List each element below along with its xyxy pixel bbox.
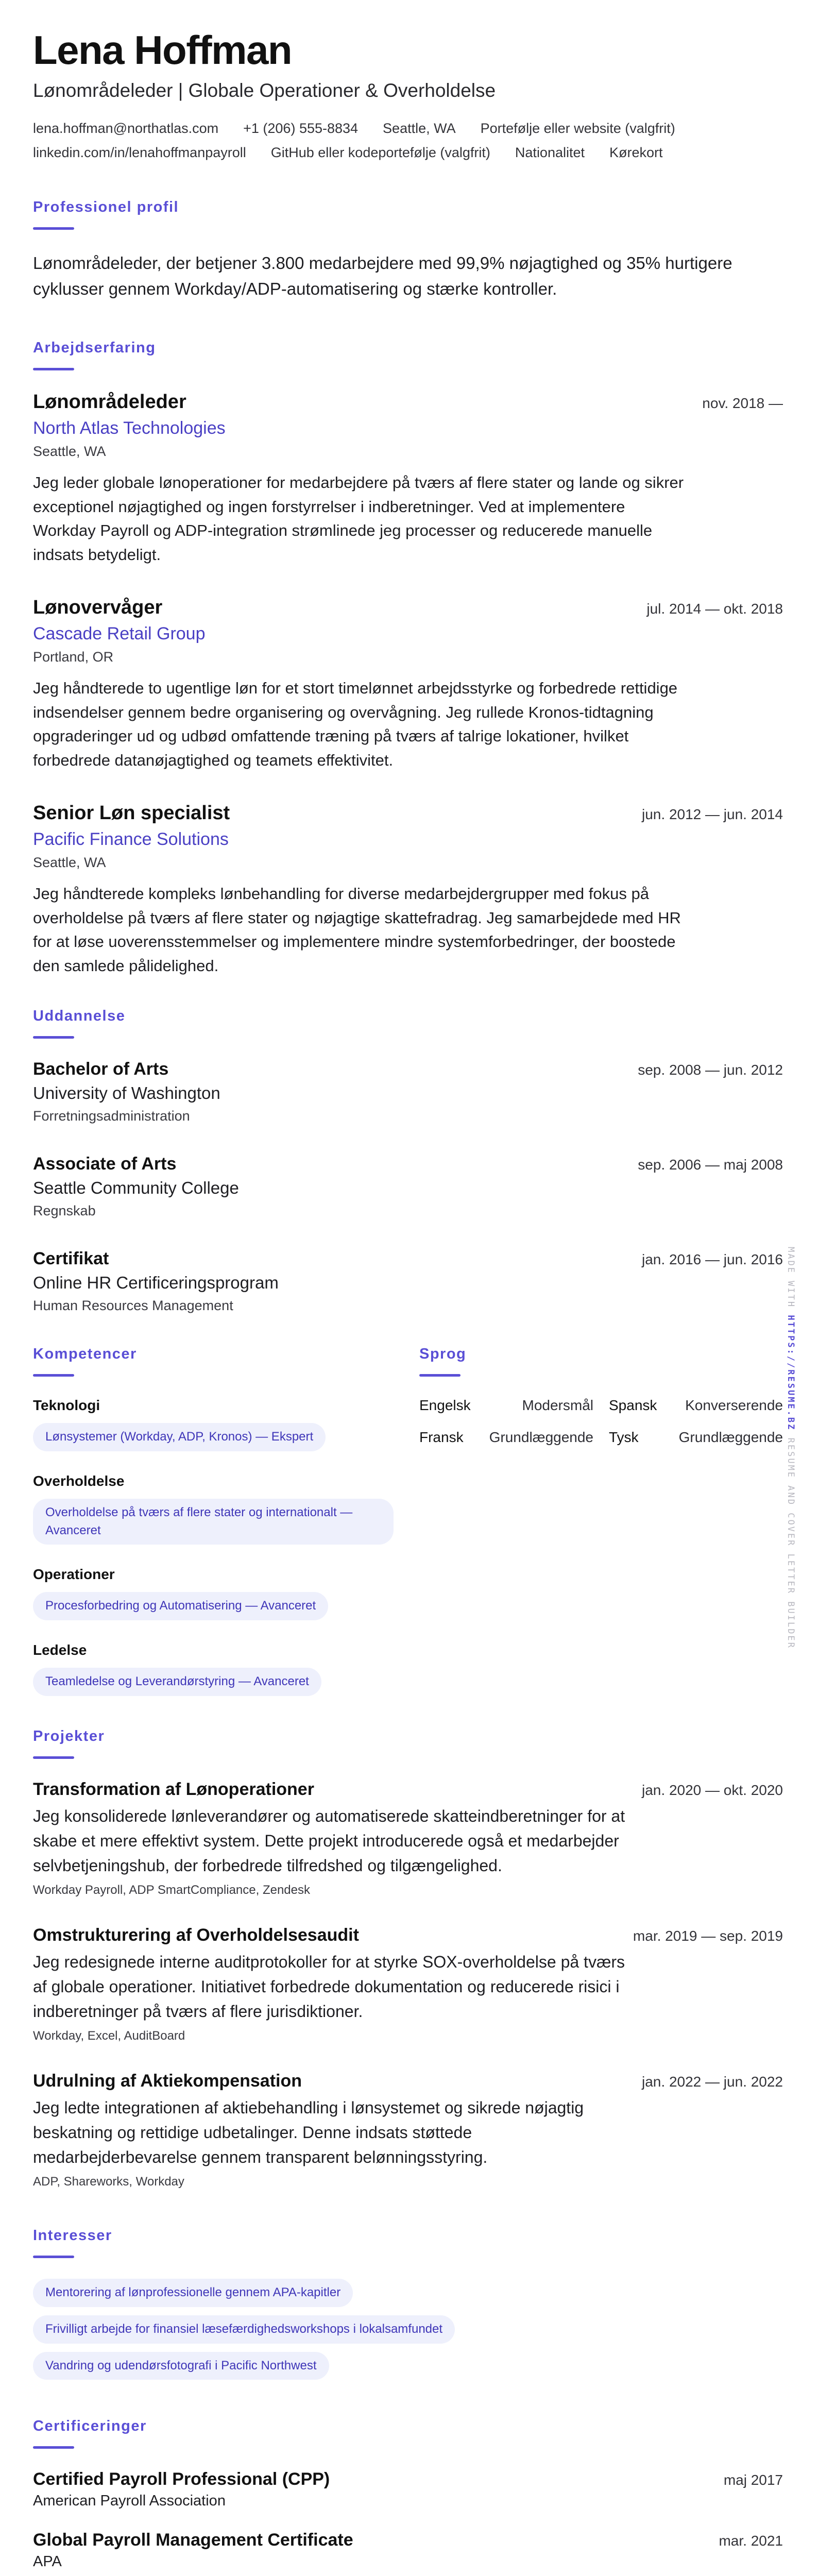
school-name: Online HR Certificeringsprogram [33, 1273, 279, 1293]
project-description: Jeg konsoliderede lønleverandører og automatiserede skatteindberetninger for at skabe et mere effektivt system. Dette projekt introducerede også et medarbejder selvbetjeningshub, der forbedrede tilfredshed og tilgængelighed. [33, 1807, 625, 1875]
job-dates: jul. 2014 — okt. 2018 [646, 601, 783, 617]
interests-section [33, 2227, 783, 2380]
language-name: Tysk [609, 1429, 639, 1446]
candidate-name: Lena Hoffman [33, 27, 292, 73]
job-description: Jeg leder globale lønoperationer for medarbejdere på tværs af flere stater og lande og sikrer exceptionel nøjagtighed og ingen forstyrrelser i indberetninger. Ved at implementere Workday Payroll og ADP-integration strømlinede jeg processer og reducerede manuelle indsats betydeligt. [33, 473, 684, 564]
section-title: Certificeringer [33, 2418, 147, 2435]
education-dates: sep. 2008 — jun. 2012 [638, 1062, 783, 1078]
contact-email[interactable]: lena.hoffman@northatlas.com [33, 121, 219, 137]
degree-name: Bachelor of Arts [33, 1059, 169, 1079]
language-item [419, 1429, 593, 1446]
experience-section [33, 340, 783, 978]
skill-chip: Lønsystemer (Workday, ADP, Kronos) — Ekspert [33, 1423, 326, 1451]
field-of-study: Human Resources Management [33, 1298, 233, 1314]
interest-chip: Vandring og udendørsfotografi i Pacific Northwest [33, 2352, 329, 2380]
skill-group [33, 1566, 394, 1620]
profile-section [33, 199, 783, 301]
language-name: Spansk [609, 1397, 657, 1414]
degree-name: Associate of Arts [33, 1154, 177, 1174]
company-name: North Atlas Technologies [33, 418, 226, 438]
profile-summary: Lønområdeleder, der betjener 3.800 medarbejdere med 99,9% nøjagtighed og 35% hurtigere cyklusser gennem Workday/ADP-automatisering og stærke kontroller. [33, 253, 732, 298]
interest-chip: Mentorering af lønprofessionelle gennem APA-kapitler [33, 2279, 353, 2307]
school-name: University of Washington [33, 1083, 220, 1103]
education-dates: jan. 2016 — jun. 2016 [642, 1251, 783, 1268]
school-name: Seattle Community College [33, 1178, 239, 1198]
project-description: Jeg redesignede interne auditprotokoller for at styrke SOX-overholdelse på tværs af globale operationer. Initiativet forbedrede dokumentation og reducerede risici i indberetninger på tværs af flere jurisdiktioner. [33, 1953, 625, 2021]
language-item [609, 1397, 783, 1414]
projects-section [33, 1728, 783, 2189]
section-divider [33, 2256, 74, 2258]
project-tools: Workday Payroll, ADP SmartCompliance, Zendesk [33, 1883, 310, 1897]
contact-portfolio[interactable]: Portefølje eller website (valgfrit) [480, 121, 675, 137]
skill-group [33, 1642, 394, 1696]
project-name: Udrulning af Aktiekompensation [33, 2071, 302, 2091]
certification-name: Certified Payroll Professional (CPP) [33, 2469, 330, 2489]
job-description: Jeg håndterede kompleks lønbehandling for diverse medarbejdergrupper med fokus på overholdelse på tværs af flere stater og nøjagtige skattefradrag. Jeg samarbejdede med HR for at løse uoverensstemmelser og implementere mindre systemforbedringer, der boostede den samlede pålidelighed. [33, 885, 681, 975]
contact-location: Seattle, WA [383, 121, 456, 137]
language-list [419, 1397, 783, 1446]
skill-chip: Overholdelse på tværs af flere stater og internationalt — Avanceret [33, 1499, 394, 1545]
skill-group [33, 1473, 394, 1545]
education-entry [33, 1154, 783, 1219]
contact-linkedin[interactable]: linkedin.com/in/lenahoffmanpayroll [33, 145, 246, 161]
section-title: Kompetencer [33, 1346, 137, 1363]
project-name: Omstrukturering af Overholdelsesaudit [33, 1925, 359, 1945]
languages-section [419, 1346, 783, 1696]
interest-list [33, 2279, 783, 2380]
language-item [609, 1429, 783, 1446]
contact-github[interactable]: GitHub eller kodeportefølje (valgfrit) [270, 145, 490, 161]
skills-languages-row [33, 1346, 783, 1696]
language-level: Grundlæggende [678, 1429, 783, 1446]
section-title: Projekter [33, 1728, 105, 1745]
contact-nationality: Nationalitet [515, 145, 585, 161]
contact-drivers-license: Kørekort [609, 145, 663, 161]
credit-link[interactable]: HTTPS://RESUME.BZ [786, 1315, 796, 1431]
job-title: Lønovervåger [33, 597, 163, 619]
section-divider [33, 227, 74, 230]
language-item [419, 1397, 593, 1414]
section-title: Sprog [419, 1346, 467, 1363]
job-description: Jeg håndterede to ugentlige løn for et stort timelønnet arbejdsstyrke og forbedrede rettidige indsendelser gennem bedre organisering og overvågning. Jeg rullede Kronos-tidtagning opgraderinger ud og udbød omfattende træning på tværs af talrige lokationer, hvilket forbedrede datanøjagtighed og teamets effektivitet. [33, 679, 678, 769]
project-entry [33, 2071, 783, 2189]
project-dates: mar. 2019 — sep. 2019 [633, 1928, 783, 1944]
certifications-section [33, 2418, 783, 2570]
field-of-study: Regnskab [33, 1203, 96, 1219]
language-level: Modersmål [522, 1397, 593, 1414]
skill-category: Operationer [33, 1566, 115, 1583]
section-divider [33, 1374, 74, 1377]
credit-prefix: MADE WITH [786, 1247, 796, 1309]
candidate-headline: Lønområdeleder | Globale Operationer & Overholdelse [33, 80, 496, 101]
job-dates: nov. 2018 — [702, 395, 783, 412]
certification-date: maj 2017 [723, 2472, 783, 2488]
job-dates: jun. 2012 — jun. 2014 [642, 806, 783, 823]
job-location: Portland, OR [33, 649, 114, 665]
job-title: Senior Løn specialist [33, 802, 230, 824]
interest-chip: Frivilligt arbejde for finansiel læsefærdighedsworkshops i lokalsamfundet [33, 2315, 455, 2344]
credit-suffix: RESUME AND COVER LETTER BUILDER [786, 1437, 796, 1649]
skill-category: Teknologi [33, 1397, 100, 1414]
company-name: Cascade Retail Group [33, 624, 206, 644]
skill-chip: Procesforbedring og Automatisering — Avanceret [33, 1592, 328, 1620]
section-title: Uddannelse [33, 1008, 126, 1025]
field-of-study: Forretningsadministration [33, 1108, 190, 1124]
skill-group [33, 1397, 394, 1451]
experience-entry [33, 802, 783, 978]
section-divider [33, 2446, 74, 2449]
section-title: Arbejdserfaring [33, 340, 156, 357]
language-level: Grundlæggende [489, 1429, 593, 1446]
education-dates: sep. 2006 — maj 2008 [638, 1157, 783, 1173]
project-dates: jan. 2022 — jun. 2022 [642, 2074, 783, 2090]
project-name: Transformation af Lønoperationer [33, 1780, 314, 1800]
certification-entry [33, 2469, 783, 2510]
project-entry [33, 1780, 783, 1897]
section-divider [33, 368, 74, 370]
skill-category: Ledelse [33, 1642, 87, 1658]
builder-credit [786, 1247, 796, 1649]
project-dates: jan. 2020 — okt. 2020 [642, 1782, 783, 1799]
language-name: Engelsk [419, 1397, 471, 1414]
project-tools: Workday, Excel, AuditBoard [33, 2029, 185, 2043]
skill-chip: Teamledelse og Leverandørstyring — Avanceret [33, 1668, 321, 1696]
education-entry [33, 1249, 783, 1314]
job-title: Lønområdeleder [33, 391, 186, 413]
project-tools: ADP, Shareworks, Workday [33, 2175, 184, 2189]
language-name: Fransk [419, 1429, 464, 1446]
section-title: Professionel profil [33, 199, 179, 216]
education-entry [33, 1059, 783, 1124]
certification-name: Global Payroll Management Certificate [33, 2530, 353, 2550]
experience-entry [33, 391, 783, 567]
contact-list [33, 121, 783, 161]
certification-entry [33, 2530, 783, 2570]
education-section [33, 1008, 783, 1314]
section-divider [419, 1374, 461, 1377]
job-location: Seattle, WA [33, 444, 106, 460]
certification-issuer: American Payroll Association [33, 2493, 226, 2510]
language-level: Konverserende [685, 1397, 783, 1414]
skills-section [33, 1346, 394, 1696]
section-title: Interesser [33, 2227, 112, 2244]
contact-phone[interactable]: +1 (206) 555-8834 [243, 121, 359, 137]
resume-page [33, 27, 783, 2570]
certification-date: mar. 2021 [719, 2533, 783, 2549]
project-entry [33, 1925, 783, 2043]
job-location: Seattle, WA [33, 855, 106, 871]
experience-entry [33, 597, 783, 772]
project-description: Jeg ledte integrationen af aktiebehandling i lønsystemet og sikrede nøjagtig beskatning og rettidige udbetalinger. Denne indsats støttede medarbejderbevarelse gennem transparent belønningsstyring. [33, 2098, 584, 2167]
certification-issuer: APA [33, 2553, 62, 2570]
section-divider [33, 1036, 74, 1039]
section-divider [33, 1756, 74, 1759]
degree-name: Certifikat [33, 1249, 109, 1269]
skill-category: Overholdelse [33, 1472, 125, 1489]
company-name: Pacific Finance Solutions [33, 829, 229, 850]
